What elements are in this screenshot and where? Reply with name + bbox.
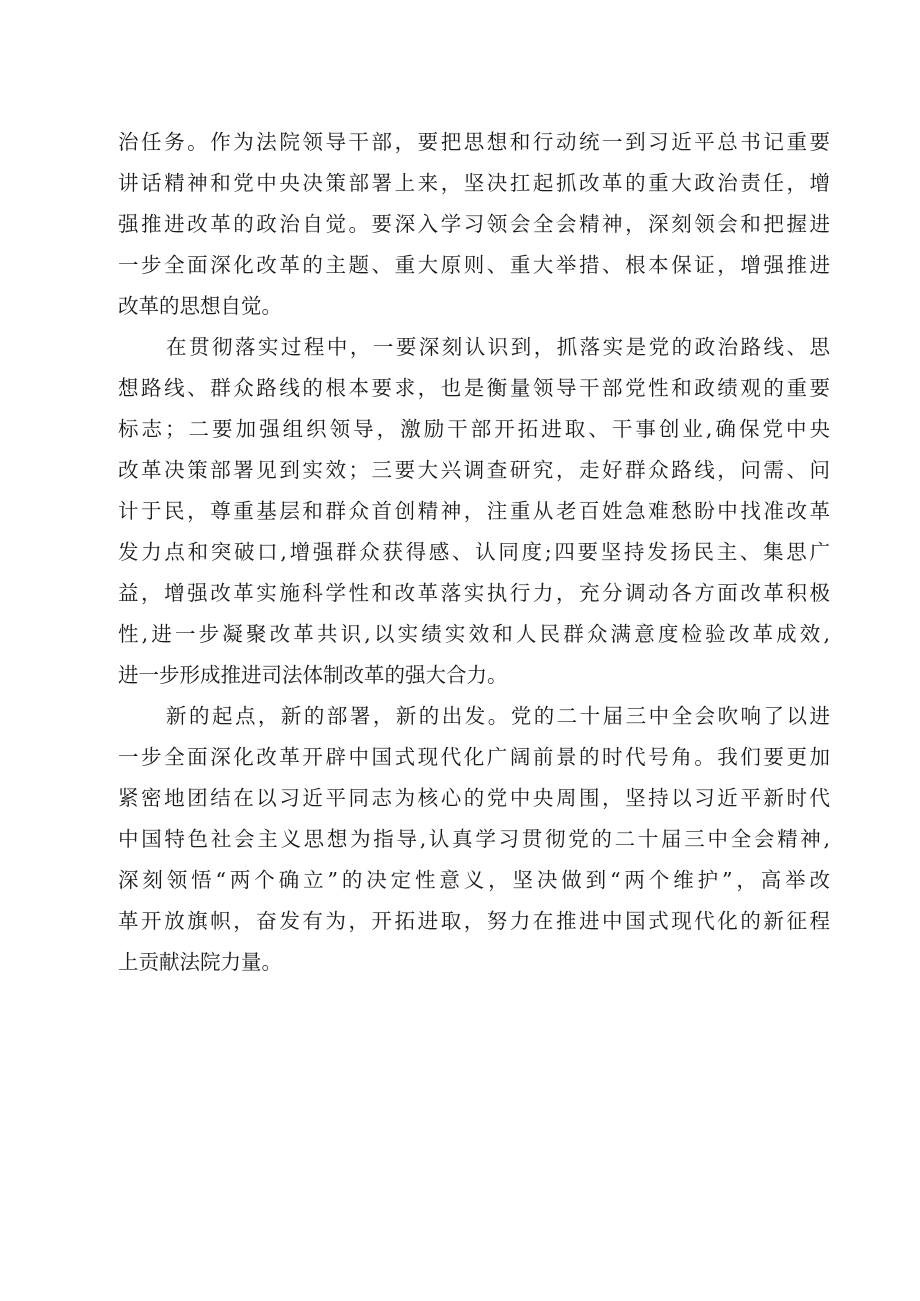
paragraph-line: 想路线、群众路线的根本要求，也是衡量领导干部党性和政绩观的重要 [118, 376, 830, 400]
paragraph-1 [118, 122, 830, 327]
paragraph-2 [118, 327, 830, 696]
paragraph-line: 发力点和突破口,增强群众获得感、认同度;四要坚持发扬民主、集思广 [118, 540, 830, 564]
paragraph-line: 革开放旗帜，奋发有为，开拓进取，努力在推进中国式现代化的新征程 [118, 909, 830, 933]
paragraph-line: 进一步形成推进司法体制改革的强大合力。 [118, 663, 508, 687]
paragraph-line: 一步全面深化改革的主题、重大原则、重大举措、根本保证，增强推进 [118, 253, 830, 277]
paragraph-line: 性,进一步凝聚改革共识,以实绩实效和人民群众满意度检验改革成效, [118, 622, 830, 646]
paragraph-line: 治任务。作为法院领导干部，要把思想和行动统一到习近平总书记重要 [118, 130, 830, 154]
paragraph-line: 计于民，尊重基层和群众首创精神，注重从老百姓急难愁盼中找准改革 [118, 499, 830, 523]
paragraph-line: 益，增强改革实施科学性和改革落实执行力，充分调动各方面改革积极 [118, 581, 830, 605]
paragraph-line: 一步全面深化改革开辟中国式现代化广阔前景的时代号角。我们要更加 [118, 745, 830, 769]
document-body [118, 122, 830, 983]
paragraph-line: 中国特色社会主义思想为指导,认真学习贯彻党的二十届三中全会精神, [118, 827, 830, 851]
paragraph-line: 改革决策部署见到实效；三要大兴调查研究，走好群众路线，问需、问 [118, 458, 830, 482]
paragraph-line: 上贡献法院力量。 [118, 950, 282, 974]
paragraph-line: 深刻领悟“两个确立”的决定性意义，坚决做到“两个维护”，高举改 [118, 868, 830, 892]
paragraph-line: 强推进改革的政治自觉。要深入学习领会全会精神，深刻领会和把握进 [118, 212, 830, 236]
paragraph-line: 紧密地团结在以习近平同志为核心的党中央周围，坚持以习近平新时代 [118, 786, 830, 810]
paragraph-line: 讲话精神和党中央决策部署上来，坚决扛起抓改革的重大政治责任，增 [118, 171, 830, 195]
paragraph-line: 标志；二要加强组织领导，激励干部开拓进取、干事创业,确保党中央 [118, 417, 830, 441]
paragraph-line: 在贯彻落实过程中，一要深刻认识到，抓落实是党的政治路线、思 [166, 335, 830, 359]
paragraph-line: 新的起点，新的部署，新的出发。党的二十届三中全会吹响了以进 [166, 704, 830, 728]
paragraph-3 [118, 696, 830, 983]
paragraph-line: 改革的思想自觉。 [118, 294, 282, 318]
